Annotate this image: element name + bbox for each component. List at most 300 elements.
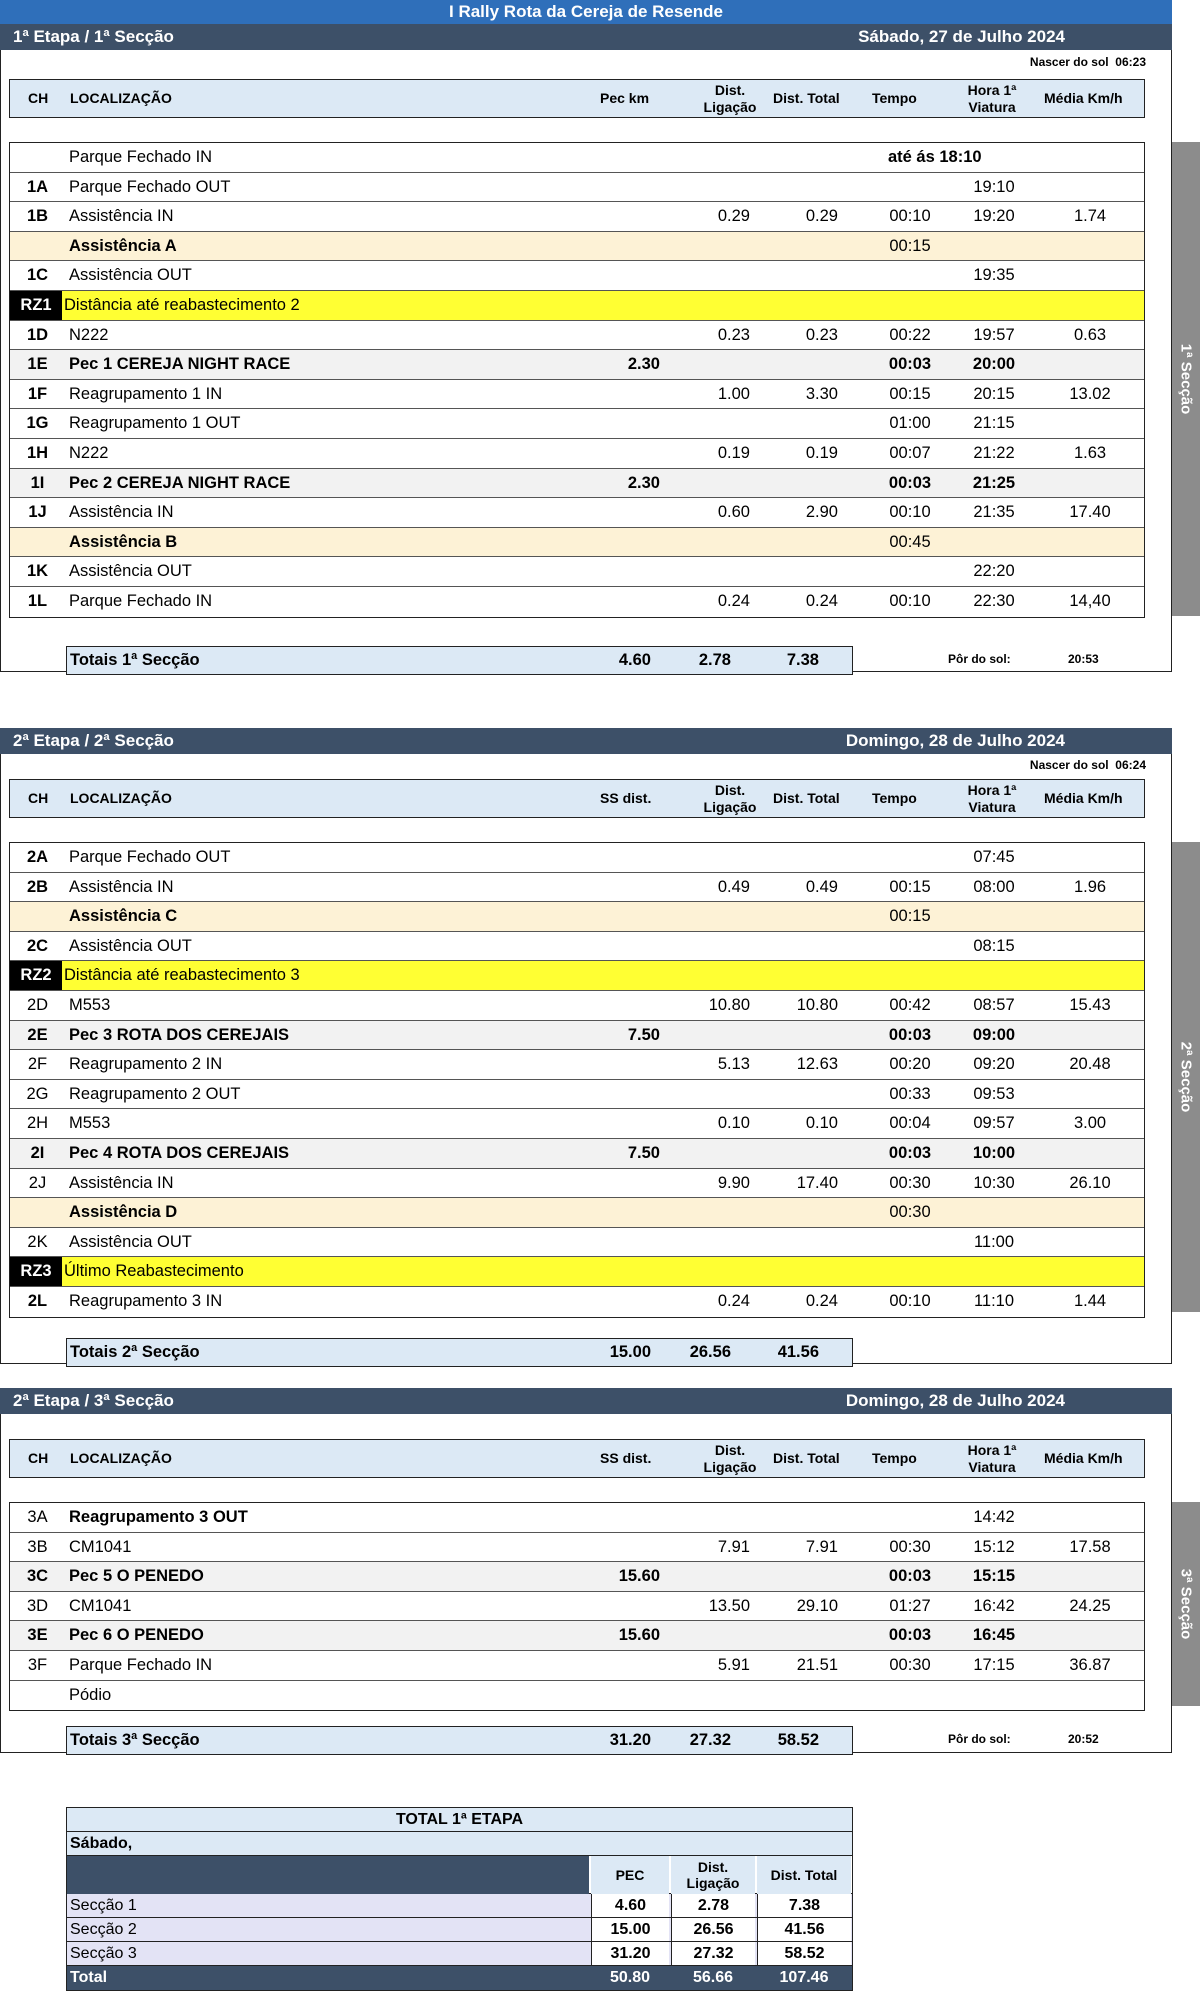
checkpoint-code: 1A [26, 177, 49, 196]
table-row [10, 587, 1144, 617]
link-distance: 0.19 [717, 443, 750, 462]
section-stage-label: 2ª Etapa / 2ª Secção [13, 731, 174, 750]
stage-distance: 7.50 [627, 1025, 660, 1044]
location: Último Reabastecimento [64, 1262, 244, 1281]
col-ch: CH [28, 1450, 49, 1466]
average-speed: 1.74 [1073, 207, 1107, 226]
target-time: 00:42 [889, 995, 931, 1014]
location: Distância até reabastecimento 3 [64, 966, 300, 985]
col-pec: Pec km [600, 90, 650, 106]
rally-title: I Rally Rota da Cereja de Resende [0, 0, 1172, 24]
location: Pec 2 CEREJA NIGHT RACE [69, 473, 291, 492]
target-time: 00:04 [889, 1114, 931, 1133]
location: N222 [69, 325, 109, 344]
average-speed: 14,40 [1069, 591, 1111, 610]
average-speed: 20.48 [1069, 1055, 1111, 1074]
table-row [10, 1050, 1144, 1080]
column-header [9, 1439, 1145, 1478]
location: Parque Fechado OUT [69, 177, 231, 196]
first-car-time: 20:15 [973, 384, 1015, 403]
checkpoint-code: RZ2 [10, 961, 62, 990]
location: Pec 1 CEREJA NIGHT RACE [69, 355, 291, 374]
checkpoint-code: 1B [26, 207, 49, 226]
average-speed: 1.63 [1073, 443, 1107, 462]
location: Reagrupamento 1 OUT [69, 414, 241, 433]
totals-label: Totais 2ª Secção [70, 1343, 200, 1361]
target-time: 00:03 [888, 1626, 932, 1645]
checkpoint-code: 2K [27, 1232, 48, 1251]
total-distance: 2.90 [805, 503, 838, 522]
link-distance: 0.23 [717, 325, 750, 344]
summary-day-row [67, 1832, 852, 1856]
checkpoint-code: 1I [30, 473, 45, 492]
total-distance: 12.63 [796, 1055, 838, 1074]
first-car-time: 09:53 [973, 1084, 1015, 1103]
totals-total: 58.52 [777, 1731, 819, 1749]
link-distance: 0.29 [717, 207, 750, 226]
table-row [10, 1080, 1144, 1110]
first-car-time: 21:15 [973, 414, 1015, 433]
total-distance: 3.30 [805, 384, 838, 403]
location: Distância até reabastecimento 2 [64, 295, 300, 314]
table-row [10, 1169, 1144, 1199]
checkpoint-code: 2F [27, 1055, 48, 1074]
average-speed: 15.43 [1069, 995, 1111, 1014]
checkpoint-code: 2B [26, 877, 49, 896]
totals-total: 41.56 [777, 1343, 819, 1361]
col-localizacao: LOCALIZAÇÃO [70, 90, 172, 106]
section-side-tab [1172, 142, 1200, 616]
target-time: 00:10 [889, 207, 931, 226]
section-side-label: 1ª Secção [1177, 343, 1195, 415]
table-row [10, 469, 1144, 499]
checkpoint-code: 2I [30, 1143, 45, 1162]
checkpoint-code: 2C [26, 936, 49, 955]
totals-ligacao: 26.56 [689, 1343, 731, 1361]
target-time: 00:10 [889, 591, 931, 610]
total-distance: 10.80 [796, 995, 838, 1014]
target-time: 00:22 [889, 325, 931, 344]
location: Pec 4 ROTA DOS CEREJAIS [69, 1143, 290, 1162]
summary-total-row [67, 1966, 852, 1990]
stage-summary-table [66, 1807, 853, 1991]
table-row [10, 1681, 1144, 1711]
first-car-time: 22:20 [973, 562, 1015, 581]
location: Assistência OUT [69, 562, 192, 581]
totals-ligacao: 27.32 [689, 1731, 731, 1749]
sunrise-label: Nascer do sol [1029, 758, 1109, 772]
first-car-time: 22:30 [973, 591, 1015, 610]
section-side-label: 3ª Secção [1177, 1568, 1195, 1640]
location: Parque Fechado IN [69, 1655, 213, 1674]
location: Assistência D [69, 1203, 178, 1222]
col-dist-ligacao: Dist. Ligação [703, 82, 757, 115]
first-car-time: 19:10 [973, 177, 1015, 196]
location: Reagrupamento 1 IN [69, 384, 223, 403]
first-car-time: 16:42 [973, 1596, 1015, 1615]
table-row [10, 439, 1144, 469]
summary-tot-value: 107.46 [779, 1969, 829, 1986]
totals-ligacao: 2.78 [698, 651, 731, 669]
target-time: 01:00 [889, 414, 931, 433]
summary-lig-value: 56.66 [692, 1969, 734, 1986]
sunset-label: Pôr do sol: [948, 652, 1011, 666]
location: Assistência IN [69, 503, 174, 522]
table-row [10, 261, 1144, 291]
summary-row-label: Secção 3 [70, 1945, 137, 1962]
col-tempo: Tempo [872, 790, 917, 806]
target-time: 00:30 [889, 1655, 931, 1674]
section-header [0, 24, 1172, 50]
table-row [10, 1287, 1144, 1317]
table-row [10, 1562, 1144, 1592]
total-distance: 0.49 [805, 877, 838, 896]
link-distance: 0.49 [717, 877, 750, 896]
location: Assistência OUT [69, 1232, 192, 1251]
col-localizacao: LOCALIZAÇÃO [70, 1450, 172, 1466]
target-time: 01:27 [889, 1596, 931, 1615]
checkpoint-code: 3C [26, 1567, 49, 1586]
section-side-tab [1172, 842, 1200, 1312]
summary-lig-value: 26.56 [671, 1918, 755, 1941]
summary-header-blank [67, 1856, 589, 1894]
section-stage-label: 1ª Etapa / 1ª Secção [13, 27, 174, 46]
col-media: Média Km/h [1044, 790, 1123, 806]
summary-tot-value: 58.52 [757, 1942, 851, 1965]
first-car-time: 08:00 [973, 877, 1015, 896]
location: Pec 3 ROTA DOS CEREJAIS [69, 1025, 290, 1044]
sunset-time: 20:53 [1068, 652, 1099, 666]
stage-distance: 15.60 [618, 1626, 660, 1645]
first-car-time: 08:15 [973, 936, 1015, 955]
table-row [10, 961, 1144, 991]
first-car-time: 21:22 [973, 443, 1015, 462]
total-distance: 7.91 [805, 1537, 838, 1556]
sunrise-info [1008, 758, 1146, 774]
link-distance: 0.10 [717, 1114, 750, 1133]
col-pec: SS dist. [600, 1450, 652, 1466]
first-car-time: 11:00 [973, 1232, 1015, 1251]
checkpoint-code: 1G [26, 414, 49, 433]
summary-tot-value: 7.38 [757, 1894, 851, 1917]
average-speed: 17.58 [1069, 1537, 1111, 1556]
location: Assistência OUT [69, 266, 192, 285]
location: M553 [69, 995, 111, 1014]
summary-row-label: Secção 2 [70, 1921, 137, 1938]
table-row [10, 932, 1144, 962]
target-time: 00:30 [889, 1203, 931, 1222]
checkpoint-code: RZ1 [10, 291, 62, 320]
checkpoint-code: 1F [27, 384, 48, 403]
sunset-label: Pôr do sol: [948, 1732, 1011, 1746]
average-speed: 1.96 [1073, 877, 1107, 896]
totals-pec: 4.60 [618, 651, 651, 669]
average-speed: 36.87 [1069, 1655, 1111, 1674]
first-car-time: 16:45 [972, 1626, 1016, 1645]
stage-distance: 2.30 [627, 473, 660, 492]
first-car-time: 15:12 [973, 1537, 1015, 1556]
table-row [10, 873, 1144, 903]
target-time: 00:30 [889, 1537, 931, 1556]
totals-pec: 15.00 [609, 1343, 651, 1361]
summary-col-total: Dist. Total [757, 1856, 851, 1894]
average-speed: 1.44 [1073, 1291, 1107, 1310]
table-row [10, 498, 1144, 528]
section-stage-label: 2ª Etapa / 3ª Secção [13, 1391, 174, 1410]
location: Assistência A [69, 236, 177, 255]
total-distance: 0.23 [805, 325, 838, 344]
location: Reagrupamento 2 IN [69, 1055, 223, 1074]
total-distance: 17.40 [796, 1173, 838, 1192]
summary-row [67, 1894, 852, 1918]
table-row [10, 1139, 1144, 1169]
table-row [10, 1109, 1144, 1139]
location: Parque Fechado OUT [69, 848, 231, 866]
schedule-table [9, 842, 1145, 1318]
location: Parque Fechado IN [69, 591, 213, 610]
checkpoint-code: 1J [28, 503, 47, 522]
section-side-label: 2ª Secção [1177, 1041, 1195, 1113]
location: CM1041 [69, 1537, 132, 1556]
sunrise-info [1008, 55, 1146, 71]
table-row [10, 557, 1144, 587]
sunrise-label: Nascer do sol [1029, 55, 1109, 69]
col-dist-total: Dist. Total [773, 790, 840, 806]
section-totals [66, 1726, 853, 1755]
table-row [10, 321, 1144, 351]
summary-lig-value: 27.32 [671, 1942, 755, 1965]
target-time: 00:03 [888, 355, 932, 374]
table-row [10, 1228, 1144, 1258]
checkpoint-code: 2A [26, 848, 49, 866]
summary-pec-value: 50.80 [609, 1969, 651, 1986]
first-car-time: 15:15 [972, 1567, 1016, 1586]
checkpoint-code: 2E [27, 1025, 48, 1044]
first-car-time: 11:10 [973, 1291, 1015, 1310]
link-distance: 5.13 [717, 1055, 750, 1074]
first-car-time: 10:30 [973, 1173, 1015, 1192]
checkpoint-code: 3D [26, 1596, 49, 1615]
table-row [10, 1257, 1144, 1287]
summary-pec-value: 4.60 [591, 1894, 669, 1917]
location: Pec 5 O PENEDO [69, 1567, 204, 1586]
link-distance: 7.91 [717, 1537, 750, 1556]
link-distance: 9.90 [717, 1173, 750, 1192]
table-row [10, 1198, 1144, 1228]
col-ch: CH [28, 90, 49, 106]
total-distance: 0.24 [805, 591, 838, 610]
first-car-time: 21:25 [972, 473, 1016, 492]
checkpoint-code: 1D [26, 325, 49, 344]
totals-label: Totais 1ª Secção [70, 651, 200, 669]
summary-col-pec: PEC [591, 1856, 669, 1894]
section-date: Sábado, 27 de Julho 2024 [858, 27, 1065, 46]
summary-col-ligacao: Dist. Ligação [671, 1856, 755, 1894]
schedule-table [9, 142, 1145, 618]
first-car-time: 07:45 [973, 848, 1015, 866]
location: Assistência IN [69, 1173, 174, 1192]
location: Assistência C [69, 907, 178, 926]
location: Reagrupamento 3 OUT [69, 1508, 248, 1526]
table-row [10, 902, 1144, 932]
checkpoint-code: RZ3 [10, 1257, 62, 1286]
table-row [10, 232, 1144, 262]
average-speed: 3.00 [1073, 1114, 1107, 1133]
section-totals [66, 1338, 853, 1367]
table-row [10, 528, 1144, 558]
first-car-time: 09:00 [972, 1025, 1016, 1044]
summary-lig-value: 2.78 [671, 1894, 755, 1917]
total-distance: 21.51 [796, 1655, 838, 1674]
total-distance: 0.29 [805, 207, 838, 226]
location: M553 [69, 1114, 111, 1133]
target-time: 00:30 [889, 1173, 931, 1192]
average-speed: 17.40 [1069, 503, 1111, 522]
closing-time-note: até ás 18:10 [888, 148, 982, 166]
col-dist-ligacao: Dist. Ligação [703, 782, 757, 815]
location: Assistência OUT [69, 936, 192, 955]
col-ch: CH [28, 790, 49, 806]
column-header [9, 779, 1145, 818]
table-row [10, 143, 1144, 173]
checkpoint-code: 3A [27, 1508, 48, 1526]
table-row [10, 409, 1144, 439]
average-speed: 26.10 [1069, 1173, 1111, 1192]
summary-row [67, 1942, 852, 1966]
first-car-time: 09:20 [973, 1055, 1015, 1074]
table-row [10, 1651, 1144, 1681]
summary-day: Sábado, [70, 1835, 133, 1852]
checkpoint-code: 2D [26, 995, 49, 1014]
col-pec: SS dist. [600, 790, 652, 806]
checkpoint-code: 1H [26, 443, 49, 462]
stage-distance: 7.50 [627, 1143, 660, 1162]
first-car-time: 10:00 [972, 1143, 1016, 1162]
checkpoint-code: 2G [26, 1084, 49, 1103]
target-time: 00:03 [888, 473, 932, 492]
first-car-time: 08:57 [973, 995, 1015, 1014]
stage-distance: 15.60 [618, 1567, 660, 1586]
summary-row-label: Total [70, 1969, 108, 1986]
checkpoint-code: 2H [26, 1114, 49, 1133]
location: Assistência IN [69, 877, 174, 896]
table-row [10, 1621, 1144, 1651]
col-media: Média Km/h [1044, 90, 1123, 106]
location: N222 [69, 443, 109, 462]
checkpoint-code: 3F [27, 1655, 48, 1674]
table-row [10, 291, 1144, 321]
average-speed: 13.02 [1069, 384, 1111, 403]
col-dist-total: Dist. Total [773, 90, 840, 106]
link-distance: 13.50 [708, 1596, 750, 1615]
target-time: 00:10 [889, 503, 931, 522]
col-hora: Hora 1ª Viatura [967, 782, 1017, 815]
section-date: Domingo, 28 de Julho 2024 [845, 731, 1065, 750]
col-localizacao: LOCALIZAÇÃO [70, 790, 172, 806]
target-time: 00:15 [889, 907, 931, 926]
totals-pec: 31.20 [609, 1731, 651, 1749]
first-car-time: 20:00 [972, 355, 1016, 374]
first-car-time: 19:35 [973, 266, 1015, 285]
col-hora: Hora 1ª Viatura [967, 1442, 1017, 1475]
summary-pec-value: 31.20 [591, 1942, 669, 1965]
link-distance: 0.24 [717, 591, 750, 610]
target-time: 00:20 [889, 1055, 931, 1074]
sunset-time: 20:52 [1068, 1732, 1099, 1746]
section-side-tab [1172, 1502, 1200, 1706]
section-header [0, 728, 1172, 754]
first-car-time: 19:20 [973, 207, 1015, 226]
checkpoint-code: 1C [26, 266, 49, 285]
link-distance: 1.00 [717, 384, 750, 403]
table-row [10, 173, 1144, 203]
summary-title: TOTAL 1ª ETAPA [395, 1811, 524, 1828]
stage-distance: 2.30 [627, 355, 660, 374]
totals-label: Totais 3ª Secção [70, 1731, 200, 1749]
schedule-table [9, 1502, 1145, 1711]
link-distance: 5.91 [717, 1655, 750, 1674]
table-row [10, 380, 1144, 410]
total-distance: 0.24 [805, 1291, 838, 1310]
location: Reagrupamento 2 OUT [69, 1084, 241, 1103]
target-time: 00:07 [889, 443, 931, 462]
link-distance: 0.24 [717, 1291, 750, 1310]
target-time: 00:15 [889, 384, 931, 403]
target-time: 00:33 [889, 1084, 931, 1103]
target-time: 00:03 [888, 1025, 932, 1044]
checkpoint-code: 2J [28, 1173, 47, 1192]
column-header [9, 79, 1145, 118]
location: Assistência IN [69, 207, 174, 226]
total-distance: 0.19 [805, 443, 838, 462]
checkpoint-code: 3B [27, 1537, 48, 1556]
target-time: 00:03 [888, 1567, 932, 1586]
location: Parque Fechado IN [69, 148, 213, 166]
link-distance: 10.80 [708, 995, 750, 1014]
average-speed: 24.25 [1069, 1596, 1111, 1615]
first-car-time: 19:57 [973, 325, 1015, 344]
section-date: Domingo, 28 de Julho 2024 [845, 1391, 1065, 1410]
target-time: 00:15 [889, 877, 931, 896]
total-distance: 29.10 [796, 1596, 838, 1615]
first-car-time: 14:42 [973, 1508, 1015, 1526]
table-row [10, 1533, 1144, 1563]
link-distance: 0.60 [717, 503, 750, 522]
table-row [10, 350, 1144, 380]
first-car-time: 17:15 [973, 1655, 1015, 1674]
col-tempo: Tempo [872, 1450, 917, 1466]
first-car-time: 21:35 [973, 503, 1015, 522]
location: CM1041 [69, 1596, 132, 1615]
summary-row-label: Secção 1 [70, 1897, 137, 1914]
checkpoint-code: 2L [27, 1291, 48, 1310]
table-row [10, 843, 1144, 873]
table-row [10, 991, 1144, 1021]
total-distance: 0.10 [805, 1114, 838, 1133]
table-row [10, 1503, 1144, 1533]
summary-tot-value: 41.56 [757, 1918, 851, 1941]
col-dist-total: Dist. Total [773, 1450, 840, 1466]
totals-total: 7.38 [786, 651, 819, 669]
checkpoint-code: 3E [27, 1626, 48, 1645]
checkpoint-code: 1L [27, 591, 48, 610]
table-row [10, 1021, 1144, 1051]
col-hora: Hora 1ª Viatura [967, 82, 1017, 115]
summary-pec-value: 15.00 [591, 1918, 669, 1941]
table-row [10, 202, 1144, 232]
summary-title-row [67, 1808, 852, 1832]
section-header [0, 1388, 1172, 1414]
